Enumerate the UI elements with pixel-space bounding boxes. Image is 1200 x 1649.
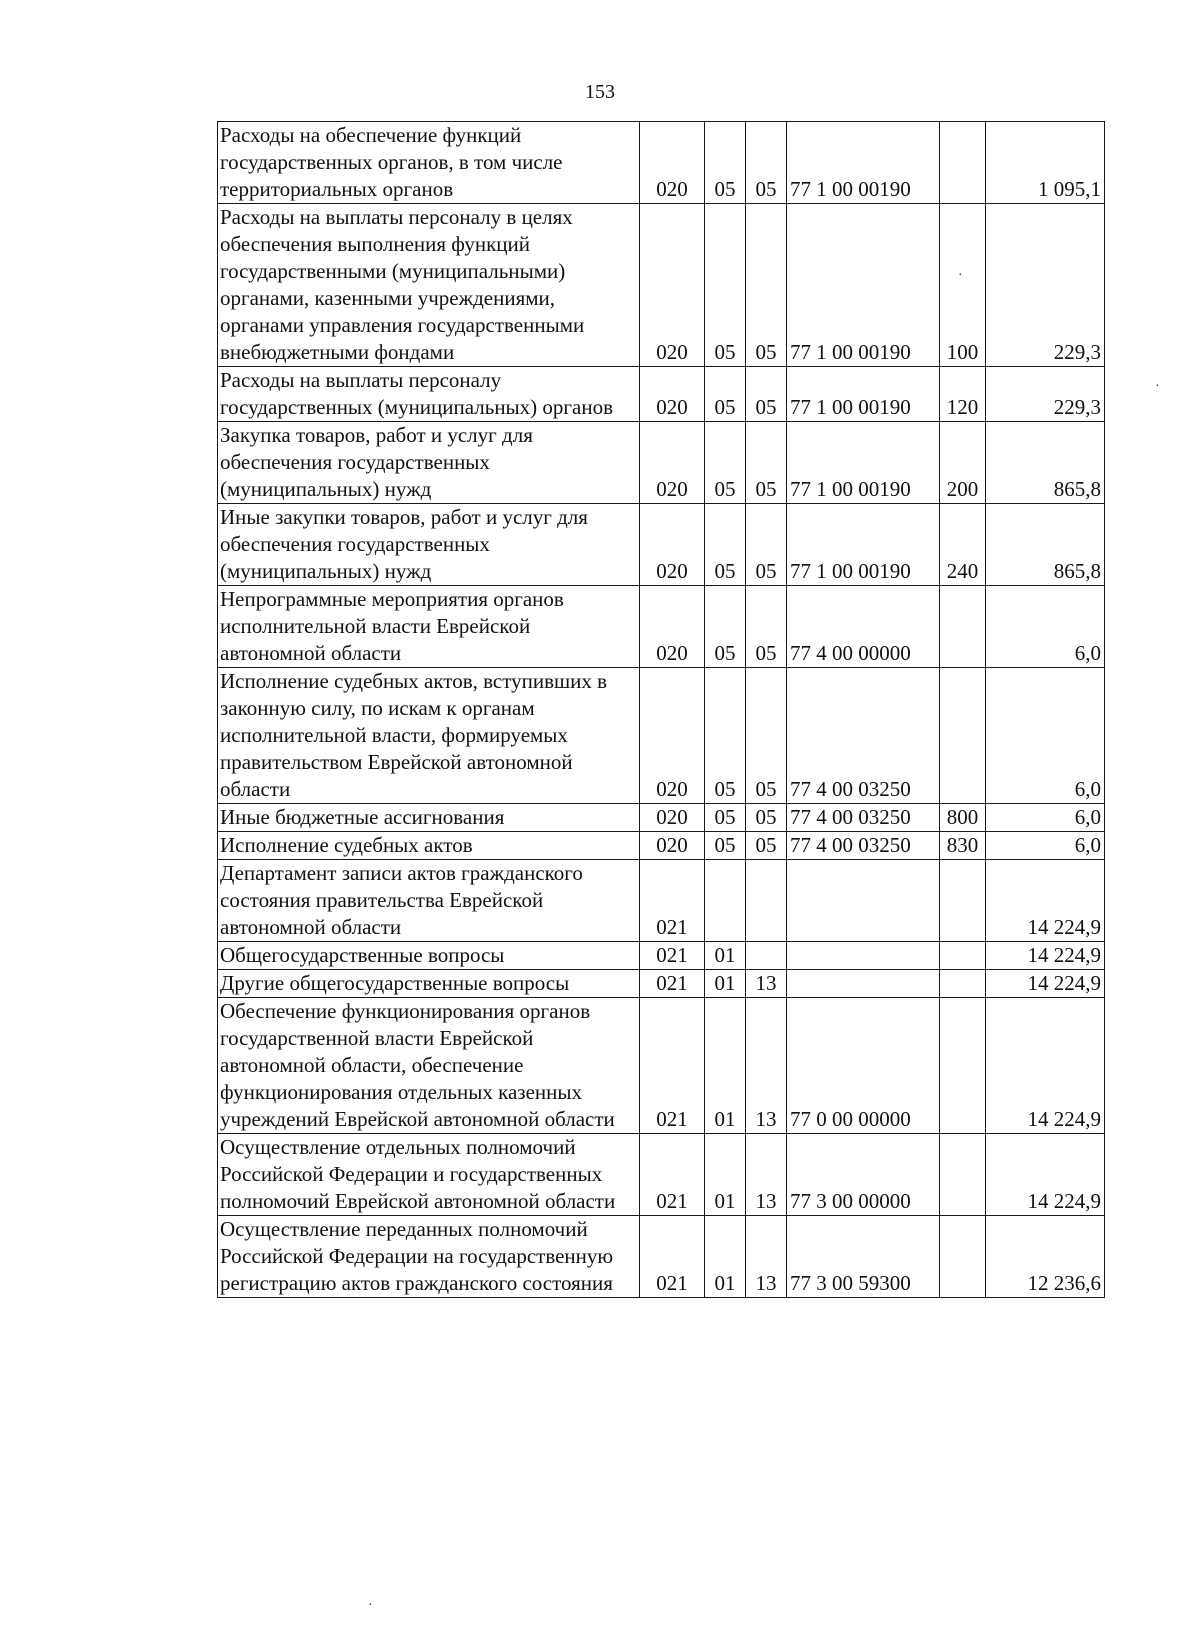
row-section: 05 bbox=[705, 504, 746, 586]
row-code: 020 bbox=[640, 668, 705, 804]
row-code: 021 bbox=[640, 1216, 705, 1298]
row-expense-type bbox=[940, 942, 986, 970]
row-code: 020 bbox=[640, 586, 705, 668]
row-expense-type: 800 bbox=[940, 804, 986, 832]
row-target-item: 77 4 00 00000 bbox=[787, 586, 940, 668]
row-sum: 865,8 bbox=[986, 504, 1105, 586]
row-sum: 6,0 bbox=[986, 668, 1105, 804]
row-sum: 14 224,9 bbox=[986, 1134, 1105, 1216]
row-section: 05 bbox=[705, 422, 746, 504]
row-section bbox=[705, 860, 746, 942]
table-row bbox=[218, 1134, 1105, 1216]
table-row bbox=[218, 586, 1105, 668]
row-subsection: 05 bbox=[746, 204, 787, 367]
row-name: Исполнение судебных актов bbox=[218, 832, 640, 860]
table-row bbox=[218, 367, 1105, 422]
row-name: Общегосударственные вопросы bbox=[218, 942, 640, 970]
row-target-item: 77 3 00 00000 bbox=[787, 1134, 940, 1216]
row-expense-type: 200 bbox=[940, 422, 986, 504]
row-target-item: 77 1 00 00190 bbox=[787, 122, 940, 204]
row-expense-type bbox=[940, 586, 986, 668]
row-code: 020 bbox=[640, 832, 705, 860]
row-expense-type bbox=[940, 1216, 986, 1298]
row-name: Расходы на выплаты персоналу государственных (муниципальных) органов bbox=[218, 367, 640, 422]
row-subsection: 05 bbox=[746, 586, 787, 668]
row-target-item: 77 0 00 00000 bbox=[787, 998, 940, 1134]
row-code: 020 bbox=[640, 504, 705, 586]
row-subsection: 05 bbox=[746, 668, 787, 804]
table-row bbox=[218, 422, 1105, 504]
table-row bbox=[218, 122, 1105, 204]
row-subsection bbox=[746, 860, 787, 942]
table-row bbox=[218, 804, 1105, 832]
row-section: 05 bbox=[705, 367, 746, 422]
row-expense-type bbox=[940, 122, 986, 204]
budget-table-body bbox=[218, 122, 1105, 1298]
row-target-item bbox=[787, 860, 940, 942]
row-sum: 12 236,6 bbox=[986, 1216, 1105, 1298]
row-name: Непрограммные мероприятия органов исполнительной власти Еврейской автономной области bbox=[218, 586, 640, 668]
row-subsection: 13 bbox=[746, 1134, 787, 1216]
row-sum: 14 224,9 bbox=[986, 860, 1105, 942]
row-target-item: 77 1 00 00190 bbox=[787, 422, 940, 504]
row-section: 05 bbox=[705, 122, 746, 204]
row-section: 01 bbox=[705, 998, 746, 1134]
table-row bbox=[218, 832, 1105, 860]
row-sum: 6,0 bbox=[986, 832, 1105, 860]
page-number: 153 bbox=[585, 81, 615, 103]
scan-dot: · bbox=[958, 268, 963, 283]
row-subsection: 13 bbox=[746, 970, 787, 998]
row-section: 01 bbox=[705, 970, 746, 998]
row-code: 021 bbox=[640, 860, 705, 942]
row-sum: 229,3 bbox=[986, 367, 1105, 422]
scan-dot: · bbox=[368, 1598, 373, 1613]
row-subsection: 13 bbox=[746, 1216, 787, 1298]
row-expense-type: 100 bbox=[940, 204, 986, 367]
row-section: 01 bbox=[705, 1134, 746, 1216]
scan-dot: · bbox=[1155, 379, 1160, 394]
row-name: Расходы на обеспечение функций государственных органов, в том числе территориальных органов bbox=[218, 122, 640, 204]
row-name: Закупка товаров, работ и услуг для обеспечения государственных (муниципальных) нужд bbox=[218, 422, 640, 504]
row-section: 01 bbox=[705, 942, 746, 970]
row-code: 021 bbox=[640, 1134, 705, 1216]
row-expense-type bbox=[940, 860, 986, 942]
row-target-item bbox=[787, 942, 940, 970]
row-sum: 229,3 bbox=[986, 204, 1105, 367]
row-name: Исполнение судебных актов, вступивших в законную силу, по искам к органам исполнительной власти, формируемых правительством Еврейской автономной области bbox=[218, 668, 640, 804]
row-target-item bbox=[787, 970, 940, 998]
table-row bbox=[218, 668, 1105, 804]
row-subsection: 05 bbox=[746, 504, 787, 586]
row-name: Другие общегосударственные вопросы bbox=[218, 970, 640, 998]
row-code: 020 bbox=[640, 422, 705, 504]
table-row bbox=[218, 860, 1105, 942]
row-section: 05 bbox=[705, 204, 746, 367]
table-row bbox=[218, 998, 1105, 1134]
row-code: 021 bbox=[640, 942, 705, 970]
row-subsection: 05 bbox=[746, 122, 787, 204]
row-section: 05 bbox=[705, 804, 746, 832]
row-name: Расходы на выплаты персоналу в целях обеспечения выполнения функций государственными (муниципальными) органами, казенными учреждениями, органами управления государственными внебюджетными фондами bbox=[218, 204, 640, 367]
table-row bbox=[218, 970, 1105, 998]
row-name: Иные бюджетные ассигнования bbox=[218, 804, 640, 832]
row-expense-type: 120 bbox=[940, 367, 986, 422]
row-name: Осуществление отдельных полномочий Российской Федерации и государственных полномочий Еврейской автономной области bbox=[218, 1134, 640, 1216]
row-name: Осуществление переданных полномочий Российской Федерации на государственную регистрацию актов гражданского состояния bbox=[218, 1216, 640, 1298]
row-target-item: 77 1 00 00190 bbox=[787, 504, 940, 586]
row-subsection: 13 bbox=[746, 998, 787, 1134]
row-expense-type bbox=[940, 970, 986, 998]
row-section: 05 bbox=[705, 668, 746, 804]
row-subsection: 05 bbox=[746, 367, 787, 422]
row-subsection: 05 bbox=[746, 422, 787, 504]
row-name: Департамент записи актов гражданского состояния правительства Еврейской автономной области bbox=[218, 860, 640, 942]
row-code: 020 bbox=[640, 204, 705, 367]
row-expense-type bbox=[940, 668, 986, 804]
row-target-item: 77 4 00 03250 bbox=[787, 668, 940, 804]
row-sum: 6,0 bbox=[986, 586, 1105, 668]
row-sum: 14 224,9 bbox=[986, 942, 1105, 970]
row-subsection bbox=[746, 942, 787, 970]
row-target-item: 77 4 00 03250 bbox=[787, 832, 940, 860]
row-sum: 6,0 bbox=[986, 804, 1105, 832]
row-sum: 1 095,1 bbox=[986, 122, 1105, 204]
row-sum: 14 224,9 bbox=[986, 998, 1105, 1134]
row-code: 021 bbox=[640, 998, 705, 1134]
table-row bbox=[218, 504, 1105, 586]
table-row bbox=[218, 1216, 1105, 1298]
row-subsection: 05 bbox=[746, 832, 787, 860]
row-target-item: 77 1 00 00190 bbox=[787, 367, 940, 422]
row-name: Иные закупки товаров, работ и услуг для обеспечения государственных (муниципальных) нужд bbox=[218, 504, 640, 586]
row-name: Обеспечение функционирования органов государственной власти Еврейской автономной области, обеспечение функционирования отдельных казенных учреждений Еврейской автономной области bbox=[218, 998, 640, 1134]
row-expense-type: 240 bbox=[940, 504, 986, 586]
row-sum: 14 224,9 bbox=[986, 970, 1105, 998]
row-sum: 865,8 bbox=[986, 422, 1105, 504]
row-subsection: 05 bbox=[746, 804, 787, 832]
row-expense-type bbox=[940, 1134, 986, 1216]
row-target-item: 77 1 00 00190 bbox=[787, 204, 940, 367]
table-row bbox=[218, 204, 1105, 367]
table-row bbox=[218, 942, 1105, 970]
budget-table bbox=[217, 121, 1105, 1298]
row-code: 020 bbox=[640, 122, 705, 204]
row-section: 01 bbox=[705, 1216, 746, 1298]
row-section: 05 bbox=[705, 832, 746, 860]
row-target-item: 77 3 00 59300 bbox=[787, 1216, 940, 1298]
row-section: 05 bbox=[705, 586, 746, 668]
row-code: 020 bbox=[640, 367, 705, 422]
row-code: 020 bbox=[640, 804, 705, 832]
row-expense-type: 830 bbox=[940, 832, 986, 860]
row-expense-type bbox=[940, 998, 986, 1134]
row-code: 021 bbox=[640, 970, 705, 998]
row-target-item: 77 4 00 03250 bbox=[787, 804, 940, 832]
